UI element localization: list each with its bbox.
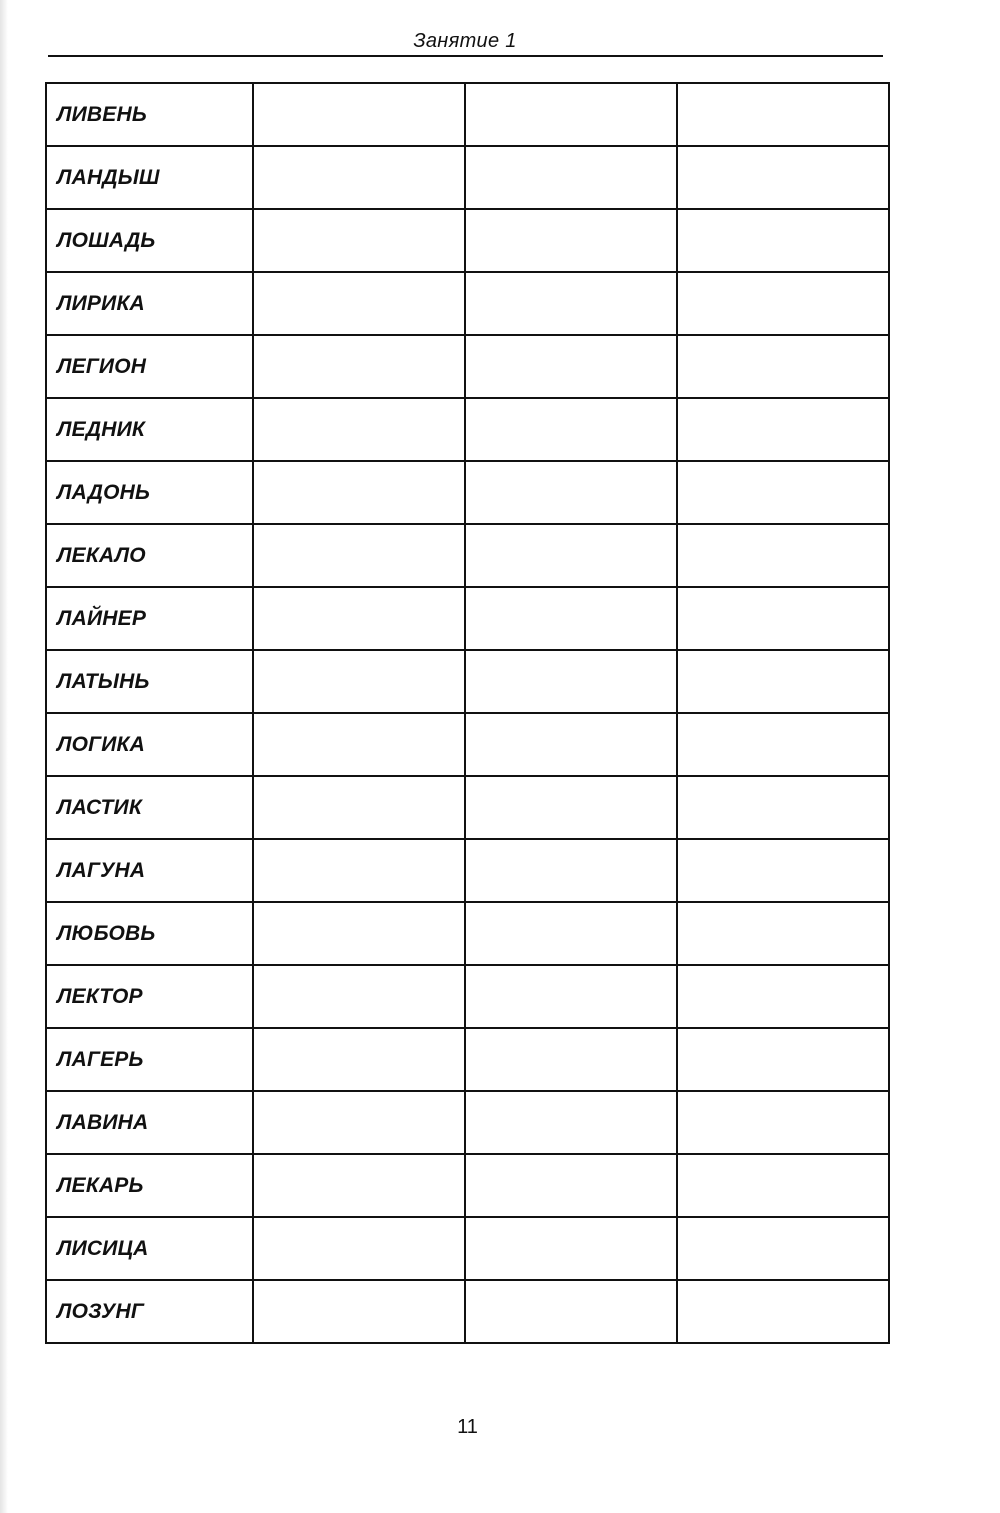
answer-cell[interactable] [465, 83, 677, 146]
word-cell: ЛЕДНИК [46, 398, 253, 461]
answer-cell[interactable] [677, 272, 889, 335]
answer-cell[interactable] [253, 776, 465, 839]
answer-cell[interactable] [465, 1154, 677, 1217]
table-row [46, 587, 889, 650]
answer-cell[interactable] [253, 461, 465, 524]
answer-cell[interactable] [253, 398, 465, 461]
answer-cell[interactable] [465, 1091, 677, 1154]
answer-cell[interactable] [253, 650, 465, 713]
word-cell: ЛЕКТОР [46, 965, 253, 1028]
table-row [46, 398, 889, 461]
answer-cell[interactable] [465, 209, 677, 272]
answer-cell[interactable] [253, 1280, 465, 1343]
page-edge-shadow [0, 0, 8, 1513]
table-row [46, 965, 889, 1028]
answer-cell[interactable] [253, 335, 465, 398]
answer-cell[interactable] [465, 1217, 677, 1280]
word-cell: ЛОШАДЬ [46, 209, 253, 272]
word-cell: ЛАГЕРЬ [46, 1028, 253, 1091]
word-cell: ЛАВИНА [46, 1091, 253, 1154]
table-row [46, 1280, 889, 1343]
word-cell: ЛАГУНА [46, 839, 253, 902]
answer-cell[interactable] [465, 713, 677, 776]
answer-cell[interactable] [253, 713, 465, 776]
answer-cell[interactable] [677, 839, 889, 902]
page-number: 11 [457, 1416, 478, 1438]
answer-cell[interactable] [465, 461, 677, 524]
answer-cell[interactable] [465, 965, 677, 1028]
table-row [46, 83, 889, 146]
table-row [46, 461, 889, 524]
answer-cell[interactable] [465, 776, 677, 839]
answer-cell[interactable] [253, 524, 465, 587]
answer-cell[interactable] [253, 1154, 465, 1217]
table-row [46, 1028, 889, 1091]
answer-cell[interactable] [465, 146, 677, 209]
table-row [46, 650, 889, 713]
answer-cell[interactable] [677, 1280, 889, 1343]
answer-cell[interactable] [677, 1154, 889, 1217]
answer-cell[interactable] [253, 587, 465, 650]
answer-cell[interactable] [677, 1217, 889, 1280]
answer-cell[interactable] [253, 209, 465, 272]
word-cell: ЛОГИКА [46, 713, 253, 776]
table-row [46, 1091, 889, 1154]
word-cell: ЛОЗУНГ [46, 1280, 253, 1343]
word-cell: ЛАНДЫШ [46, 146, 253, 209]
answer-cell[interactable] [253, 839, 465, 902]
answer-cell[interactable] [677, 335, 889, 398]
answer-cell[interactable] [677, 776, 889, 839]
table-row [46, 146, 889, 209]
answer-cell[interactable] [465, 839, 677, 902]
word-cell: ЛИСИЦА [46, 1217, 253, 1280]
answer-cell[interactable] [253, 1028, 465, 1091]
answer-cell[interactable] [677, 146, 889, 209]
answer-cell[interactable] [677, 209, 889, 272]
answer-cell[interactable] [677, 587, 889, 650]
answer-cell[interactable] [253, 965, 465, 1028]
answer-cell[interactable] [677, 83, 889, 146]
word-cell: ЛАЙНЕР [46, 587, 253, 650]
answer-cell[interactable] [677, 902, 889, 965]
answer-cell[interactable] [465, 650, 677, 713]
answer-cell[interactable] [253, 272, 465, 335]
answer-cell[interactable] [677, 1028, 889, 1091]
answer-cell[interactable] [465, 902, 677, 965]
table-row [46, 524, 889, 587]
word-cell: ЛАТЫНЬ [46, 650, 253, 713]
table-row [46, 713, 889, 776]
table-row [46, 209, 889, 272]
word-cell: ЛИРИКА [46, 272, 253, 335]
table-row [46, 272, 889, 335]
answer-cell[interactable] [253, 146, 465, 209]
answer-cell[interactable] [465, 587, 677, 650]
answer-cell[interactable] [677, 965, 889, 1028]
answer-cell[interactable] [253, 83, 465, 146]
answer-cell[interactable] [465, 1028, 677, 1091]
table-row [46, 776, 889, 839]
answer-cell[interactable] [677, 713, 889, 776]
answer-cell[interactable] [465, 1280, 677, 1343]
table-row [46, 1217, 889, 1280]
answer-cell[interactable] [677, 461, 889, 524]
answer-cell[interactable] [465, 524, 677, 587]
header-divider [48, 55, 883, 57]
word-table-body [46, 83, 889, 1343]
answer-cell[interactable] [465, 272, 677, 335]
answer-cell[interactable] [253, 1091, 465, 1154]
word-cell: ЛИВЕНЬ [46, 83, 253, 146]
answer-cell[interactable] [677, 398, 889, 461]
word-cell: ЛАСТИК [46, 776, 253, 839]
table-row [46, 335, 889, 398]
word-table [45, 82, 890, 1344]
answer-cell[interactable] [677, 650, 889, 713]
answer-cell[interactable] [465, 335, 677, 398]
answer-cell[interactable] [253, 1217, 465, 1280]
word-cell: ЛЕГИОН [46, 335, 253, 398]
word-cell: ЛЕКАРЬ [46, 1154, 253, 1217]
answer-cell[interactable] [465, 398, 677, 461]
answer-cell[interactable] [677, 1091, 889, 1154]
table-row [46, 902, 889, 965]
word-cell: ЛАДОНЬ [46, 461, 253, 524]
word-cell: ЛЮБОВЬ [46, 902, 253, 965]
table-row [46, 839, 889, 902]
lesson-title: Занятие 1 [413, 30, 517, 52]
answer-cell[interactable] [253, 902, 465, 965]
answer-cell[interactable] [677, 524, 889, 587]
word-cell: ЛЕКАЛО [46, 524, 253, 587]
table-row [46, 1154, 889, 1217]
